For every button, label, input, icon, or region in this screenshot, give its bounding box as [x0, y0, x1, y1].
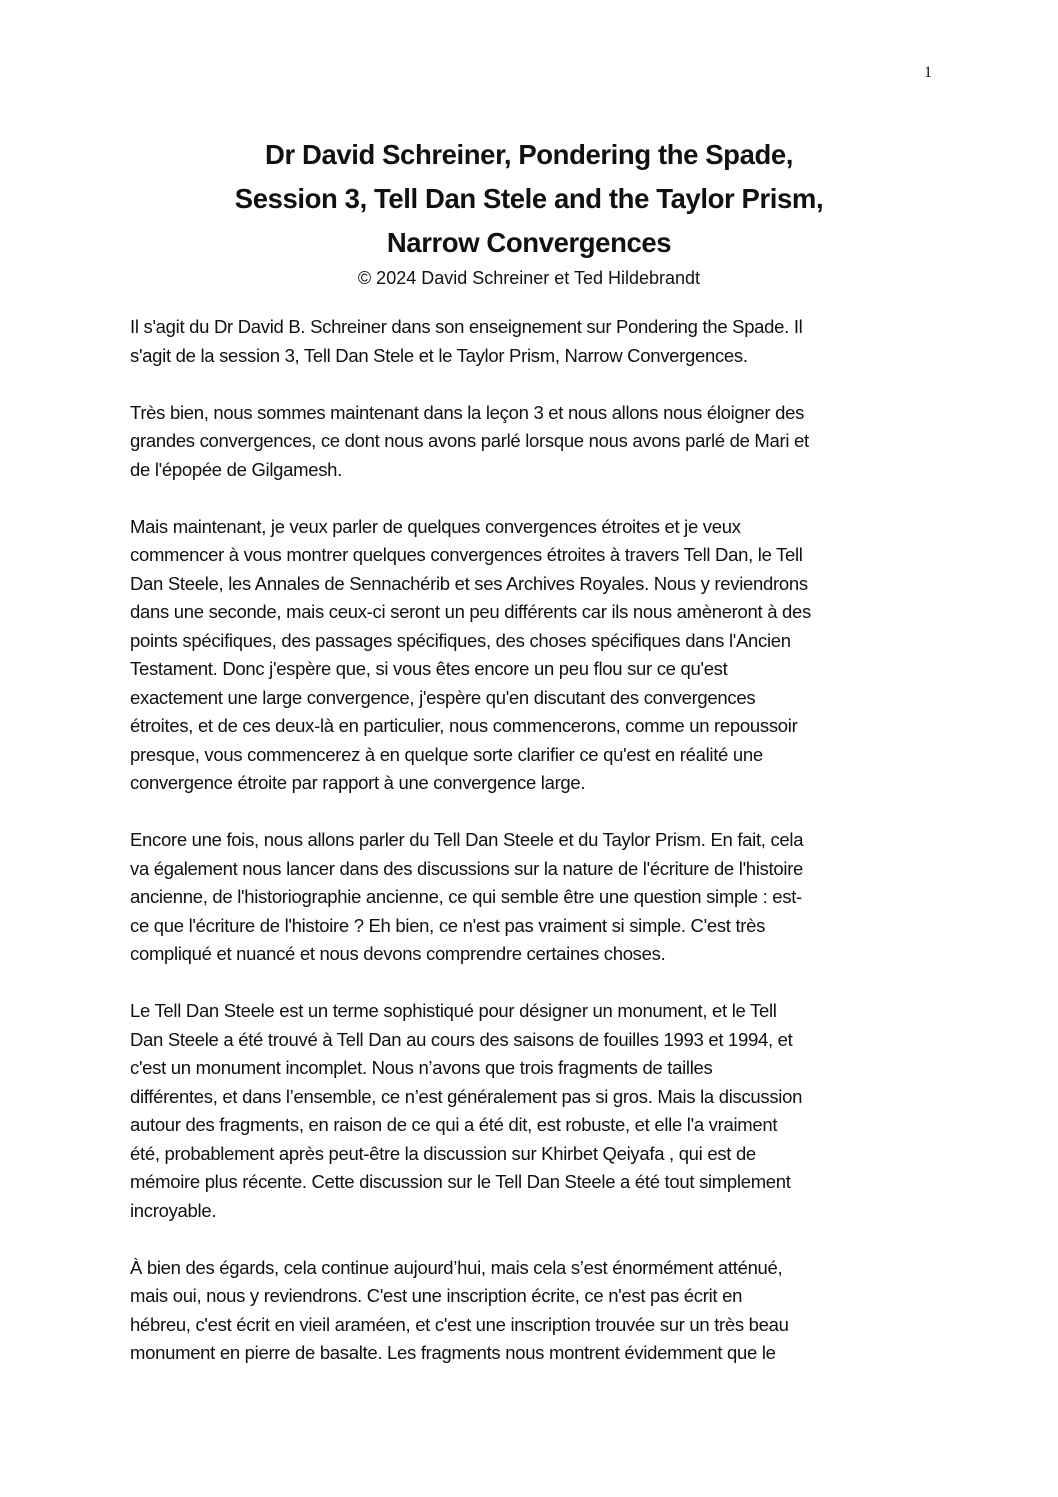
- page-number: 1: [924, 64, 932, 81]
- text-line: Testament. Donc j'espère que, si vous êtes encore un peu flou sur ce qu'est: [130, 658, 728, 679]
- text-line: compliqué et nuancé et nous devons comprendre certaines choses.: [130, 943, 666, 964]
- title-line: Dr David Schreiner, Pondering the Spade,: [264, 139, 794, 170]
- text-line: dans une seconde, mais ceux-ci seront un peu différents car ils nous amèneront à des: [130, 601, 811, 622]
- text-line: Le Tell Dan Steele est un terme sophistiqué pour désigner un monument, et le Tell: [130, 1000, 777, 1021]
- paragraph-4: [130, 826, 940, 969]
- paragraph-2: [130, 399, 940, 485]
- text-line: presque, vous commencerez à en quelque sorte clarifier ce qu'est en réalité une: [130, 743, 763, 765]
- text-line: monument en pierre de basalte. Les fragments nous montrent évidemment que le: [130, 1342, 776, 1363]
- text-line: mais oui, nous y reviendrons. C'est une inscription écrite, ce n'est pas écrit en: [130, 1285, 743, 1306]
- paragraph-5: [130, 997, 940, 1225]
- text-line: Encore une fois, nous allons parler du Tell Dan Steele et du Taylor Prism. En fait, cela: [130, 829, 804, 850]
- text-line: étroites, et de ces deux-là en particulier, nous commencerons, comme un repoussoir: [130, 715, 798, 736]
- text-line: de l'épopée de Gilgamesh.: [130, 458, 343, 480]
- text-line: ancienne, de l'historiographie ancienne, ce qui semble être une question simple : est-: [130, 886, 802, 907]
- text-line: grandes convergences, ce dont nous avons parlé lorsque nous avons parlé de Mari et: [130, 430, 809, 451]
- text-line: autour des fragments, en raison de ce qui a été dit, est robuste, et elle l'a vraiment: [130, 1114, 778, 1135]
- document-title: [90, 133, 968, 265]
- paragraph-3: [130, 513, 940, 798]
- text-line: s'agit de la session 3, Tell Dan Stele et le Taylor Prism, Narrow Convergences.: [130, 344, 748, 366]
- text-line: hébreu, c'est écrit en vieil araméen, et c'est une inscription trouvée sur un très beau: [130, 1313, 789, 1335]
- title-line: Session 3, Tell Dan Stele and the Taylor Prism,: [234, 183, 824, 214]
- text-line: convergence étroite par rapport à une convergence large.: [130, 772, 586, 793]
- text-line: Il s'agit du Dr David B. Schreiner dans son enseignement sur Pondering the Spade. Il: [130, 316, 803, 337]
- title-block: [90, 133, 968, 291]
- text-line: c'est un monument incomplet. Nous n’avons que trois fragments de tailles: [130, 1057, 713, 1078]
- text-line: exactement une large convergence, j'espère qu'en discutant des convergences: [130, 686, 756, 708]
- paragraph-6: [130, 1254, 940, 1368]
- text-line: ce que l'écriture de l'histoire ? Eh bien, ce n'est pas vraiment si simple. C'est très: [130, 914, 766, 936]
- text-line: commencer à vous montrer quelques convergences étroites à travers Tell Dan, le Tell: [130, 544, 803, 565]
- text-line: différentes, et dans l’ensemble, ce n’est généralement pas si gros. Mais la discussion: [130, 1085, 803, 1107]
- title-line: Narrow Convergences: [386, 227, 672, 258]
- text-line: points spécifiques, des passages spécifiques, des choses spécifiques dans l'Ancien: [130, 629, 791, 651]
- text-line: Dan Steele, les Annales de Sennachérib et ses Archives Royales. Nous y reviendrons: [130, 572, 808, 594]
- text-line: Mais maintenant, je veux parler de quelques convergences étroites et je veux: [130, 515, 741, 537]
- text-line: été, probablement après peut-être la discussion sur Khirbet Qeiyafa , qui est de: [130, 1142, 756, 1164]
- text-line: va également nous lancer dans des discussions sur la nature de l'écriture de l'histoire: [130, 857, 804, 879]
- copyright-notice: © 2024 David Schreiner et Ted Hildebrandt: [357, 268, 701, 288]
- text-line: mémoire plus récente. Cette discussion sur le Tell Dan Steele a été tout simplement: [130, 1171, 791, 1192]
- document-body: [130, 313, 940, 1396]
- text-line: Dan Steele a été trouvé à Tell Dan au cours des saisons de fouilles 1993 et 1994, et: [130, 1028, 793, 1050]
- text-line: Très bien, nous sommes maintenant dans la leçon 3 et nous allons nous éloigner des: [130, 401, 805, 423]
- paragraph-1: [130, 313, 940, 370]
- text-line: À bien des égards, cela continue aujourd’hui, mais cela s’est énormément atténué,: [130, 1256, 783, 1278]
- text-line: incroyable.: [130, 1199, 217, 1221]
